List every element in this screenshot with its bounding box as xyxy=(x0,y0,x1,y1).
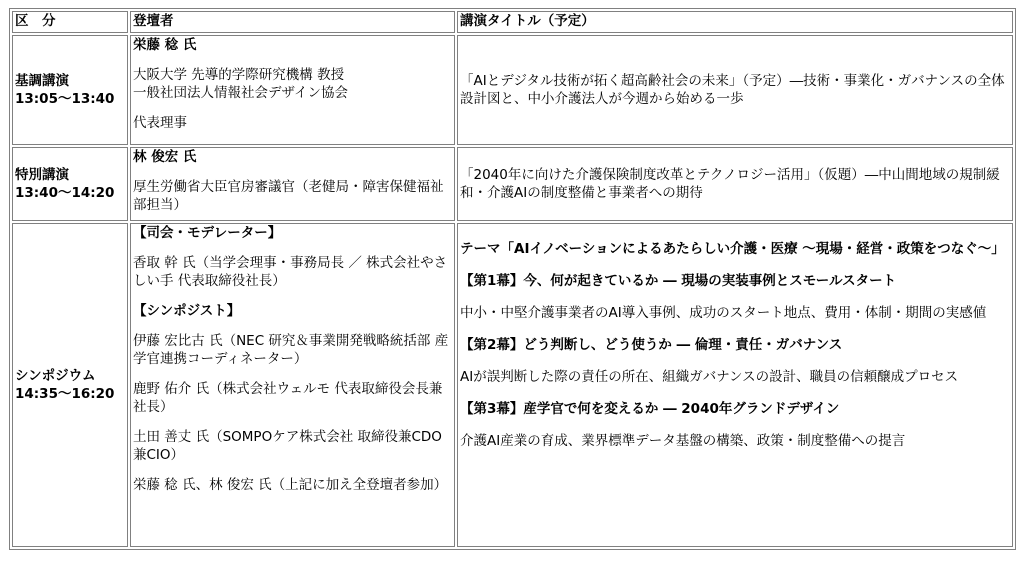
panel-heading: 【シンポジスト】 xyxy=(133,303,241,319)
session-name: 基調講演 xyxy=(15,73,69,89)
panelist: 土田 善丈 氏（SOMPOケア株式会社 取締役兼CDO兼CIO） xyxy=(133,429,442,463)
session-cell xyxy=(12,147,128,221)
act-heading: 【第1幕】今、何が起きているか ― 現場の実装事例とスモールスタート xyxy=(460,273,897,289)
moderator: 香取 幹 氏（当学会理事・事務局長 ／ 株式会社やさしい手 代表取締役社長） xyxy=(133,255,448,289)
session-cell xyxy=(12,35,128,145)
panelist: 伊藤 宏比古 氏（NEC 研究＆事業開発戦略統括部 産学官連携コーディネーター） xyxy=(133,333,449,367)
speaker-cell xyxy=(130,223,455,547)
act-body: 中小・中堅介護事業者のAI導入事例、成功のスタート地点、費用・体制・期間の実感値 xyxy=(460,305,987,321)
moderator-heading: 【司会・モデレーター】 xyxy=(133,225,282,241)
act-heading: 【第3幕】産学官で何を変えるか ― 2040年グランドデザイン xyxy=(460,401,840,417)
talk-title: 「2040年に向けた介護保険制度改革とテクノロジー活用」（仮題）―中山間地域の規制緩和・介護AIの制度整備と事業者への期待 xyxy=(460,167,1000,201)
session-time: 13:05〜13:40 xyxy=(15,91,115,107)
session-name: シンポジウム14:35〜16:20 xyxy=(15,368,115,402)
header-title: 講演タイトル（予定） xyxy=(457,11,1013,33)
table-row xyxy=(12,147,1013,221)
speaker-affiliation: 一般社団法人情報社会デザイン協会 xyxy=(133,85,349,101)
talk-title: 「AIとデジタル技術が拓く超高齢社会の未来」（予定）―技術・事業化・ガバナンスの全体設計図と、中小介護法人が今週から始める一歩 xyxy=(460,73,1005,107)
speaker-cell xyxy=(130,147,455,221)
panelist: 鹿野 佑介 氏（株式会社ウェルモ 代表取締役会長兼社長） xyxy=(133,381,443,415)
speaker-affiliation: 大阪大学 先導的学際研究機構 教授 xyxy=(133,67,345,83)
act-body: 介護AI産業の育成、業界標準データ基盤の構築、政策・制度整備への提言 xyxy=(460,433,906,449)
act-body: AIが誤判断した際の責任の所在、組織ガバナンスの設計、職員の信頼醸成プロセス xyxy=(460,369,959,385)
header-row xyxy=(12,11,1013,33)
title-cell xyxy=(457,223,1013,547)
speaker-cell xyxy=(130,35,455,145)
speaker-affiliation: 厚生労働省大臣官房審議官（老健局・障害保健福祉部担当） xyxy=(133,179,444,213)
header-category: 区 分 xyxy=(12,11,128,33)
speaker-name: 林 俊宏 氏 xyxy=(133,149,197,165)
speaker-affiliation: 代表理事 xyxy=(133,115,187,131)
table-row xyxy=(12,35,1013,145)
header-speaker: 登壇者 xyxy=(130,11,455,33)
title-cell xyxy=(457,147,1013,221)
symposium-theme: テーマ「AIイノベーションによるあたらしい介護・医療 〜現場・経営・政策をつなぐ〜」 xyxy=(460,241,1005,257)
session-cell xyxy=(12,223,128,547)
session-time: 13:40〜14:20 xyxy=(15,185,115,201)
program-table xyxy=(9,8,1016,550)
table-row xyxy=(12,223,1013,547)
title-cell xyxy=(457,35,1013,145)
act-heading: 【第2幕】どう判断し、どう使うか ― 倫理・責任・ガバナンス xyxy=(460,337,843,353)
speaker-name: 栄藤 稔 氏 xyxy=(133,37,197,53)
panelist: 栄藤 稔 氏、林 俊宏 氏（上記に加え全登壇者参加） xyxy=(133,477,448,493)
session-name: 特別講演 xyxy=(15,167,69,183)
